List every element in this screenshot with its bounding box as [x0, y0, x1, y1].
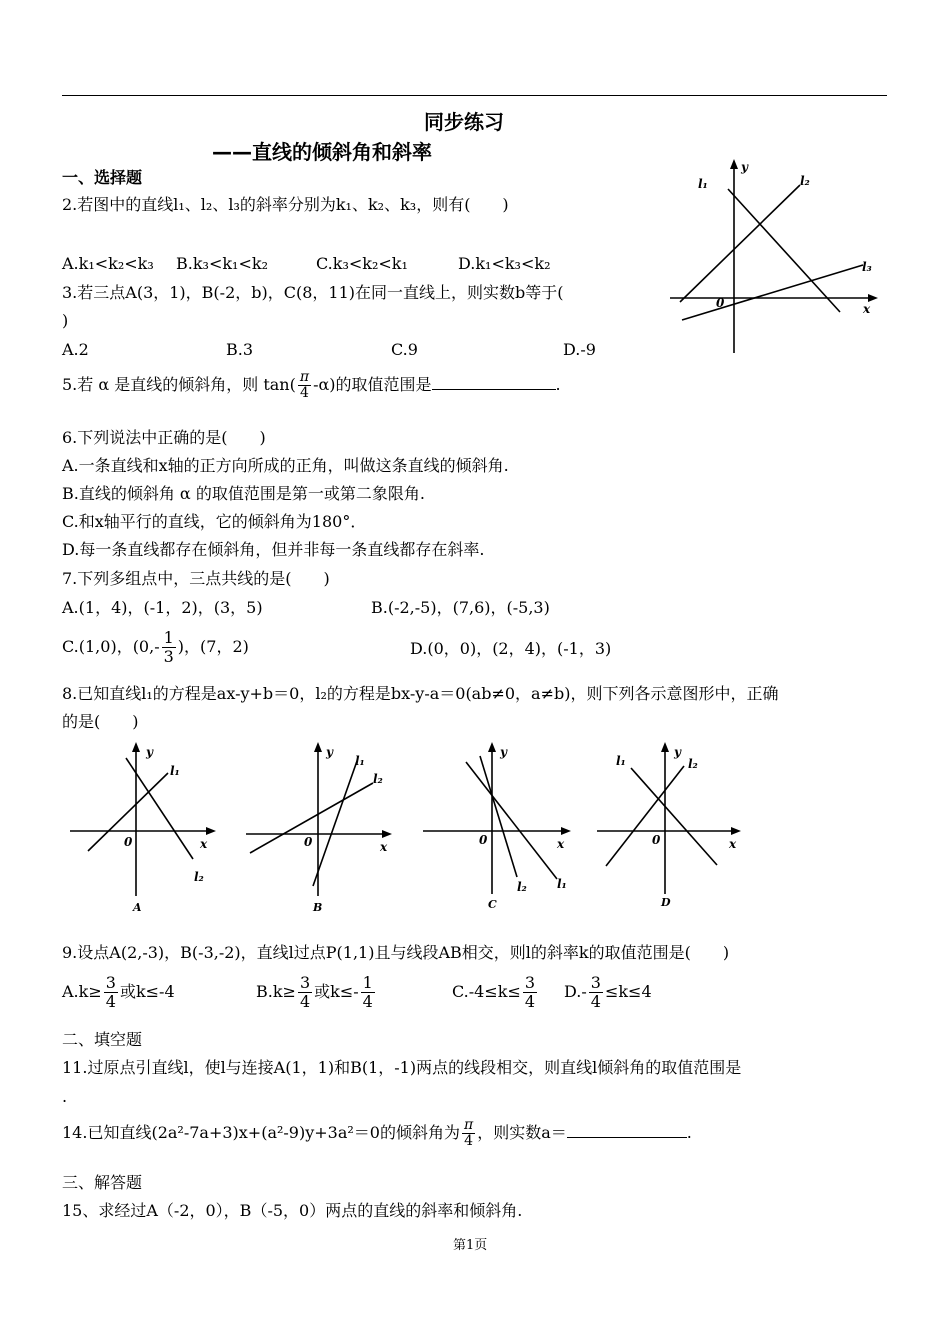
- figure-label-16: l₂: [373, 772, 383, 786]
- figure-label-7: x: [200, 837, 208, 851]
- figure-label-9: l₁: [170, 764, 180, 778]
- q2-option-c: C.k₃<k₂<k₁: [316, 254, 408, 273]
- q9-stem: 9.设点A(2,-3)，B(-3,-2)，直线l过点P(1,1)且与线段AB相交，则l的斜率k的取值范围是( ): [62, 943, 730, 962]
- q2-option-a: A.k₁<k₂<k₃: [62, 254, 154, 273]
- figure-label-11: A: [133, 901, 142, 914]
- q15-stem: 15、求经过A（-2，0），B（-5，0）两点的直线的斜率和倾斜角.: [62, 1201, 523, 1220]
- fig1-y-arrow: [730, 159, 738, 169]
- q3-stem: 3.若三点A(3，1)，B(-2，b)，C(8，11)在同一直线上，则实数b等于(: [62, 283, 564, 302]
- q5-answer-blank[interactable]: [432, 373, 556, 390]
- q8c-line-l2: [480, 756, 517, 877]
- q7-c-den: 3: [163, 647, 174, 666]
- q7-option-d: D.(0，0)，(2，4)，(-1，3): [410, 639, 612, 658]
- fig1-label-l2: l₂: [800, 174, 810, 188]
- figure-label-21: l₁: [557, 877, 567, 891]
- page-subtitle: ——直线的倾斜角和斜率: [212, 140, 432, 164]
- figure-label-27: l₁: [616, 754, 626, 768]
- figure-label-18: y: [500, 745, 507, 759]
- q6-option-a: A.一条直线和x轴的正方向所成的正角，叫做这条直线的倾斜角.: [62, 456, 509, 475]
- q5-pre: 5.若 α 是直线的倾斜角，则 tan(: [62, 375, 296, 394]
- q7-option-c: [62, 629, 249, 666]
- q2-option-d: D.k₁<k₃<k₂: [458, 254, 551, 273]
- figure-label-28: l₂: [688, 757, 698, 771]
- figure-label-23: C: [488, 898, 497, 911]
- section-fill: 二、填空题: [62, 1030, 143, 1049]
- q8-stem-line1: 8.已知直线l₁的方程是ax-y+b＝0，l₂的方程是bx-y-a＝0(ab≠0，a≠b)，则下列各示意图形中，正确: [62, 684, 779, 703]
- page-footer: 第1页: [453, 1238, 488, 1253]
- figure-label-10: l₂: [194, 870, 204, 884]
- q6-option-c: C.和x轴平行的直线，它的倾斜角为180°．: [62, 512, 367, 531]
- page-title: 同步练习: [424, 110, 504, 134]
- q14-answer-blank[interactable]: [567, 1121, 687, 1138]
- q5-line: [62, 370, 561, 401]
- q8-stem-line2: 的是( ): [62, 712, 139, 731]
- q8d-line-l2: [606, 766, 684, 866]
- fig1-label-l1: l₁: [698, 177, 708, 191]
- fig1-x-arrow: [868, 294, 878, 302]
- fig1-label-l3: l₃: [862, 260, 872, 274]
- q3-option-b: B.3: [226, 340, 254, 359]
- q7-stem: 7.下列多组点中，三点共线的是( ): [62, 569, 330, 588]
- figure-label-6: y: [146, 745, 153, 759]
- fig1-label-y: y: [741, 160, 748, 174]
- q3-option-c: C.9: [391, 340, 418, 359]
- q7-c-num: 1: [163, 628, 174, 647]
- figure-label-13: x: [380, 840, 388, 854]
- q7-c-post: )，(7，2): [177, 637, 249, 656]
- q3-stem-end: ): [62, 311, 69, 330]
- figure-label-12: y: [326, 745, 333, 759]
- fig1-label-x: x: [863, 302, 871, 316]
- q8-figures: [60, 738, 760, 918]
- q2-option-b: B.k₃<k₁<k₂: [176, 254, 268, 273]
- fig1-label-origin: 0: [716, 296, 725, 310]
- q7-c-fraction: [162, 629, 176, 666]
- q9-option-b: B.k≥ $\frac{3}{4}$ 或k≤- $\frac{1}{4}$: [256, 973, 373, 1011]
- q14-line: 14.已知直线(2a²-7a+3)x+(a²-9)y+3a²＝0的倾斜角为 $\frac{\pi}{4}$ ，则实数a＝ .: [62, 1117, 692, 1149]
- q3-option-d: D.-9: [563, 340, 596, 359]
- q5-den: 4: [298, 385, 311, 401]
- figure-label-26: 0: [652, 833, 661, 847]
- q7-option-a: A.(1，4)，(-1，2)，(3，5): [62, 598, 263, 617]
- q8b-line-l1: [313, 761, 357, 886]
- q3-option-a: A.2: [62, 340, 89, 359]
- q8-figure-d: [597, 742, 741, 909]
- q8-figure-a: [70, 742, 216, 914]
- q2-stem: 2.若图中的直线l₁、l₂、l₃的斜率分别为k₁、k₂、k₃，则有( ): [62, 195, 509, 214]
- figure-label-24: y: [674, 745, 681, 759]
- q8-figure-b: [246, 742, 392, 914]
- section-choice: 一、选择题: [62, 168, 143, 187]
- q8-figure-c: [423, 742, 571, 911]
- q6-option-d: D.每一条直线都存在倾斜角，但并非每一条直线都存在斜率.: [62, 540, 485, 559]
- section-solve: 三、解答题: [62, 1173, 143, 1192]
- figure-label-14: 0: [304, 835, 313, 849]
- figure-label-19: x: [557, 837, 565, 851]
- figure-label-17: B: [313, 901, 323, 914]
- q6-option-b: B.直线的倾斜角 α 的取值范围是第一或第二象限角.: [62, 484, 425, 503]
- q5-num: π: [299, 369, 310, 385]
- figure-label-15: l₁: [355, 754, 365, 768]
- figure-label-20: 0: [479, 833, 488, 847]
- figure-label-8: 0: [124, 835, 133, 849]
- q5-fraction: [298, 370, 311, 401]
- figure-label-29: D: [661, 896, 671, 909]
- q5-end: .: [555, 375, 561, 394]
- figure-label-25: x: [729, 837, 737, 851]
- q7-c-pre: C.(1,0)，(0,-: [62, 637, 160, 656]
- q9-option-d: D.- $\frac{3}{4}$ ≤k≤4: [564, 973, 652, 1011]
- q5-post: -α)的取值范围是: [313, 375, 432, 394]
- top-rule: [62, 95, 887, 96]
- q2-figure: [668, 155, 883, 360]
- q11-line1: 11.过原点引直线l，使l与连接A(1，1)和B(1，-1)两点的线段相交，则直线l倾斜角的取值范围是: [62, 1058, 742, 1077]
- q9-option-a: A.k≥ $\frac{3}{4}$ 或k≤-4: [62, 973, 175, 1011]
- q9-option-c: C.-4≤k≤ $\frac{3}{4}$: [452, 973, 536, 1011]
- q11-line2: .: [62, 1087, 68, 1106]
- q7-option-b: B.(-2,-5)，(7,6)，(-5,3): [371, 598, 550, 617]
- q6-stem: 6.下列说法中正确的是( ): [62, 428, 266, 447]
- fig1-line-l1: [728, 189, 840, 312]
- figure-label-22: l₂: [517, 880, 527, 894]
